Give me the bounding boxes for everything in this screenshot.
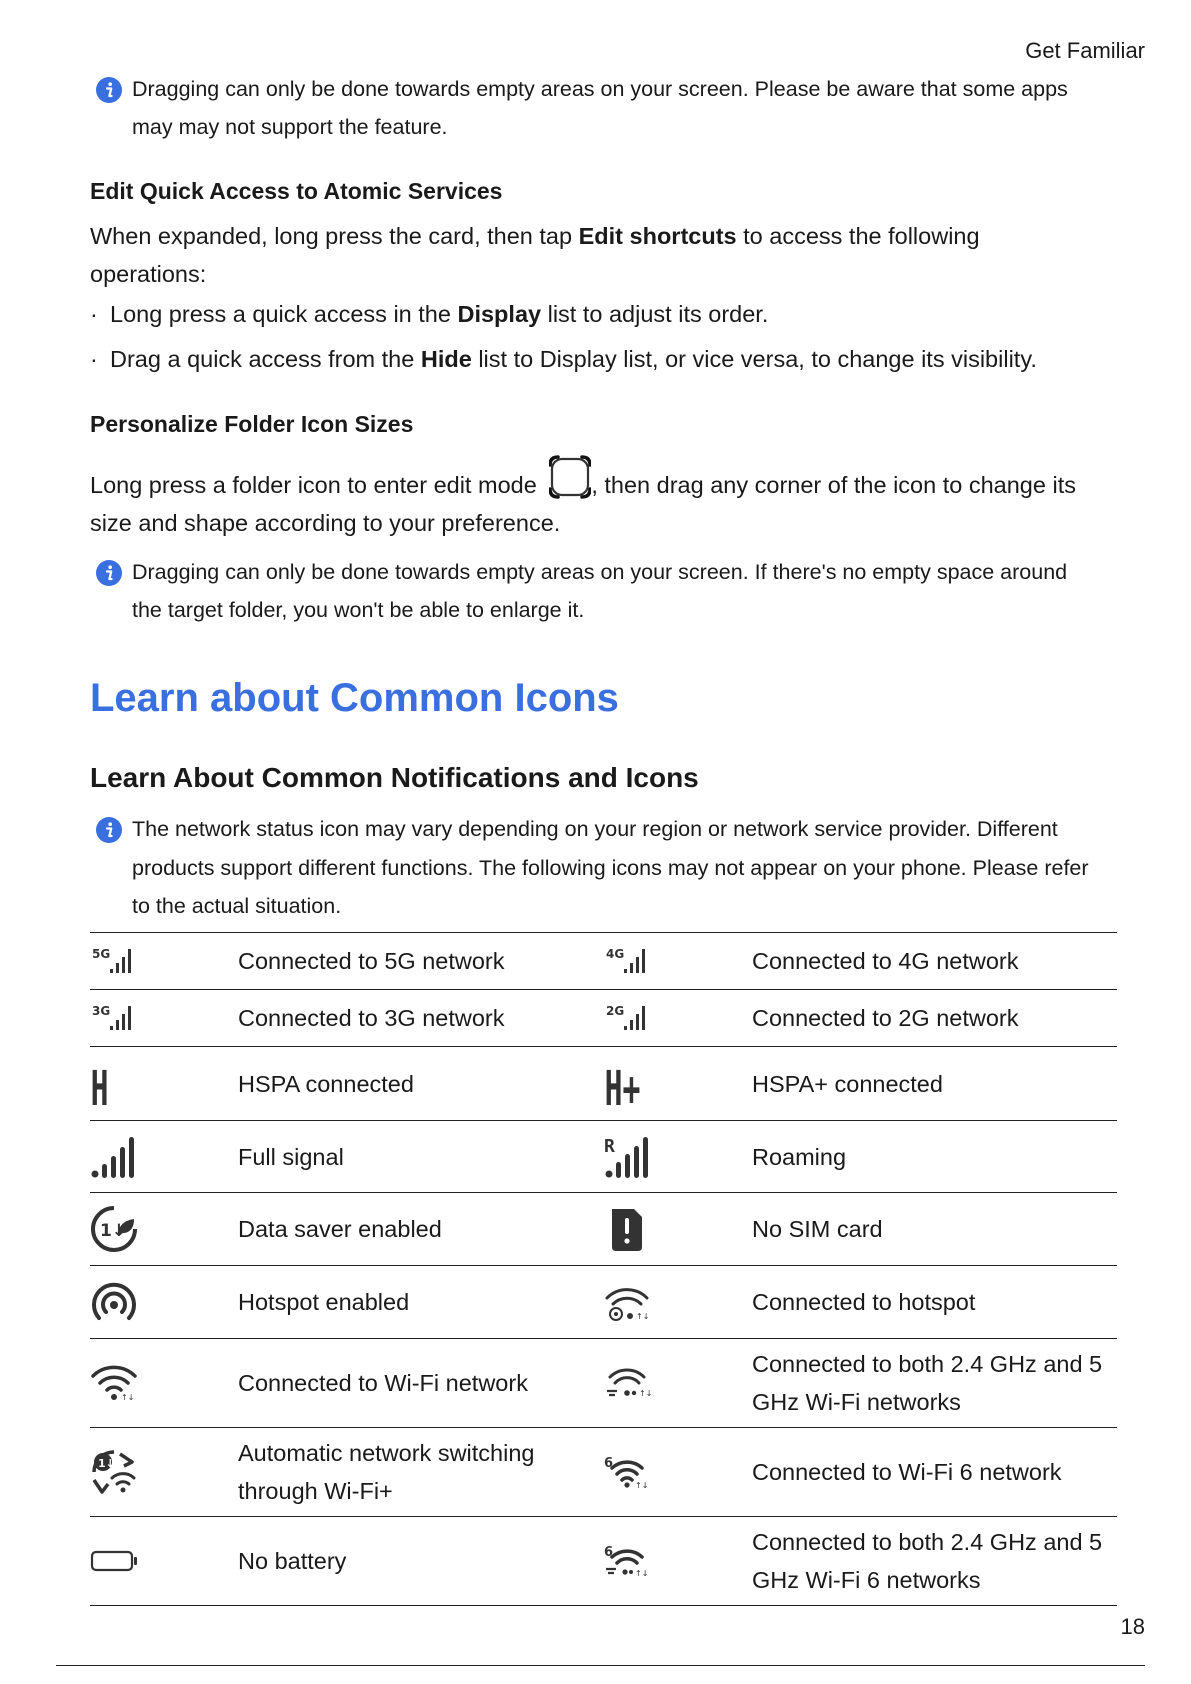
icon-description: Connected to both 2.4 GHz and 5 GHz Wi-Fi 6 networks (752, 1529, 1103, 1593)
icon-description: Connected to Wi-Fi 6 network (752, 1459, 1062, 1485)
dual-band-wifi-icon (604, 1365, 654, 1401)
info-note (96, 70, 1096, 146)
subsection-heading: Learn About Common Notifications and Icons (90, 762, 699, 793)
keyword: Display (457, 301, 542, 327)
edit-mode-frame-icon (549, 455, 591, 499)
full-signal-icon (90, 1134, 140, 1180)
icon-description: HSPA+ connected (752, 1070, 943, 1097)
keyword: Edit shortcuts (578, 223, 737, 249)
info-note (96, 553, 1096, 629)
paragraph: When expanded, long press the card, then tap Edit shortcuts to access the following operations: (90, 223, 980, 287)
icon-description: Connected to Wi-Fi network (238, 1370, 528, 1396)
info-icon (96, 77, 122, 103)
table-row (90, 1047, 1117, 1121)
wifi-6-icon (604, 1454, 654, 1490)
hspa-plus-icon (604, 1059, 664, 1109)
note-text: Dragging can only be done towards empty areas on your screen. If there's no empty space around the target folder, you won't be able to enlarge it. (132, 560, 1068, 622)
icon-description: No SIM card (752, 1216, 883, 1242)
svg-text:6: 6 (604, 1545, 614, 1560)
paragraph: Long press a folder icon to enter edit mode , then drag any corner of the icon to change its size and shape according to your preference. (90, 455, 1100, 542)
svg-text:↑↓: ↑↓ (635, 1481, 649, 1490)
page-title: Learn about Common Icons (90, 676, 619, 720)
note-text: The network status icon may vary depending on your region or network service provider. Different products support different functions. The following icons may not appear on your phone. Please refer to the actual situation. (132, 817, 1089, 918)
svg-text:H+: H+ (604, 1061, 641, 1109)
connected-to-hotspot-icon (604, 1282, 654, 1322)
table-row (90, 933, 1117, 990)
icon-description: Hotspot enabled (238, 1289, 410, 1315)
section-heading: Edit Quick Access to Atomic Services (90, 178, 503, 204)
dual-band-wifi-6-icon (604, 1543, 654, 1579)
3g-signal-icon (90, 1002, 140, 1034)
wifi-plus-icon (90, 1448, 140, 1496)
2g-signal-icon (604, 1002, 654, 1034)
4g-signal-icon (604, 945, 654, 977)
icon-description: HSPA connected (238, 1070, 414, 1097)
svg-text:6: 6 (604, 1456, 614, 1471)
icon-description: Connected to 2G network (752, 1005, 1019, 1031)
no-battery-icon (90, 1549, 140, 1573)
note-text: Dragging can only be done towards empty areas on your screen. Please be aware that some apps may may not support the feature. (132, 77, 1068, 139)
no-sim-icon (604, 1205, 654, 1253)
icon-description: Connected to 4G network (752, 948, 1019, 974)
icon-description: Data saver enabled (238, 1216, 442, 1242)
svg-text:3G: 3G (92, 1004, 111, 1018)
footer-rule (56, 1665, 1145, 1666)
icon-description: Automatic network switching through Wi-Fi+ (238, 1440, 535, 1504)
data-saver-icon (90, 1205, 140, 1253)
section-heading: Personalize Folder Icon Sizes (90, 411, 414, 437)
table-row (90, 1121, 1117, 1193)
page-number: 18 (1120, 1614, 1145, 1639)
hspa-icon (90, 1059, 140, 1109)
svg-text:↑↓: ↑↓ (635, 1569, 649, 1578)
running-header: Get Familiar (1025, 38, 1145, 63)
icon-description: Roaming (752, 1143, 847, 1170)
info-icon (96, 817, 122, 843)
table-row (90, 1266, 1117, 1339)
table-row (90, 990, 1117, 1047)
wifi-icon (90, 1362, 140, 1404)
table-row (90, 1428, 1117, 1517)
table-row (90, 1339, 1117, 1428)
keyword: Hide (420, 346, 472, 372)
svg-text:R: R (604, 1135, 615, 1157)
svg-text:4G: 4G (606, 947, 625, 961)
5g-signal-icon (90, 945, 140, 977)
info-icon (96, 560, 122, 586)
icon-description: Connected to 3G network (238, 1005, 505, 1031)
svg-text:5G: 5G (92, 947, 111, 961)
info-note (96, 810, 1096, 926)
svg-text:↑↓: ↑↓ (636, 1312, 650, 1321)
table-row (90, 1517, 1117, 1606)
list-item: · Drag a quick access from the Hide list to Display list, or vice versa, to change its visibility. (90, 346, 1037, 372)
icon-description: Connected to 5G network (238, 948, 505, 974)
svg-text:2G: 2G (606, 1004, 625, 1018)
list-item: · Long press a quick access in the Display list to adjust its order. (90, 301, 769, 327)
icon-description: Connected to both 2.4 GHz and 5 GHz Wi-Fi networks (752, 1351, 1103, 1415)
svg-text:H: H (90, 1061, 109, 1109)
svg-text:1↓: 1↓ (100, 1221, 127, 1241)
icon-description: Full signal (238, 1143, 344, 1170)
svg-text:↑↓: ↑↓ (639, 1389, 653, 1398)
icon-description: Connected to hotspot (752, 1289, 976, 1315)
svg-text:1↓: 1↓ (98, 1457, 115, 1470)
roaming-icon (604, 1134, 654, 1180)
icons-table (90, 932, 1117, 1606)
table-row (90, 1193, 1117, 1266)
svg-text:↑↓: ↑↓ (121, 1393, 135, 1402)
icon-description: No battery (238, 1548, 347, 1574)
hotspot-enabled-icon (90, 1278, 140, 1326)
